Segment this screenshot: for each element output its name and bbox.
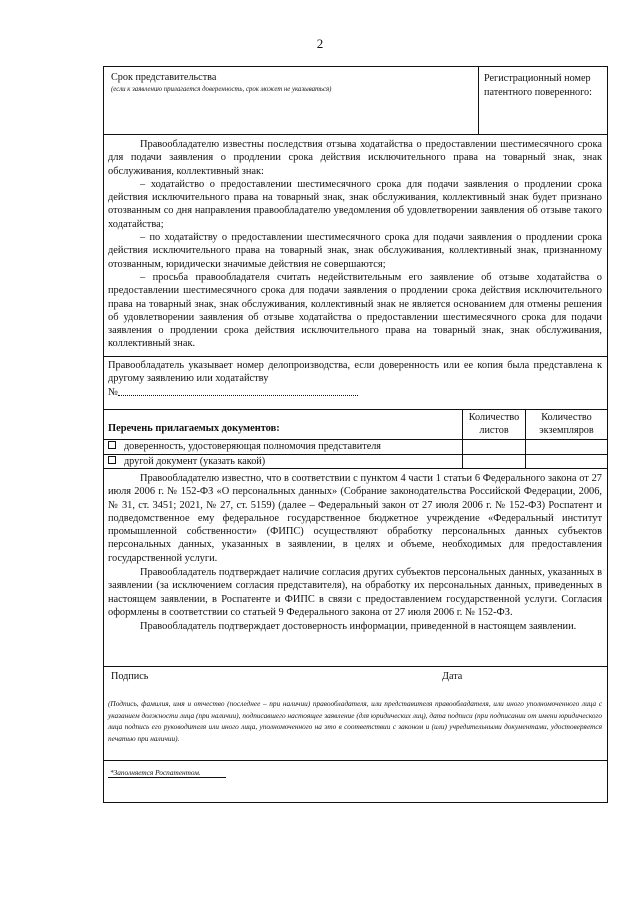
consequences-item-3: – просьба правообладателя считать недействительным его заявление об отзыве ходатайства о предоставлении шестимесячного срока для подачи заявления о продлении срока действия исключительного права на товарный знак, знак обслуживания, коллективный знак не является основанием для отмены решения об удовлетворении заявления об отзыве ходатайства о предоставлении шестимесячного срока для подачи заявления о продлении срока действия исключительного права на товарный знак, знак обслуживания, коллективный знак. [108, 271, 602, 350]
signature-note: (Подпись, фамилия, имя и отчество (последнее – при наличии) правообладателя, или представителя правообладателя, или иного уполномоченного лица с указанием должности лица (при наличии), подписавшего настоящее заявление (для юридических лиц), дата подписи (при подписании от имени юридического лица подпись его руководителя или иного лица, уполномоченного на это в соответствии с законом и (или) учредительными документами, удостоверяется печатью при наличии). [108, 699, 602, 743]
term-title: Срок представительства [111, 72, 217, 83]
case-number-text: Правообладатель указывает номер делопроизводства, если доверенность или ее копия была представлена к другому заявлению или ходатайству [108, 360, 602, 385]
reg-number-label: Регистрационный номер патентного поверенного: [484, 73, 592, 98]
divider-case-number [104, 409, 607, 410]
term-hint: (если к заявлению прилагается доверенность, срок может не указываться) [111, 86, 332, 93]
personal-data-p1: Правообладателю известно, что в соответствии с пунктом 4 части 1 статьи 6 Федерального закона от 27 июля 2006 г. № 152-ФЗ «О персональных данных» (Собрание законодательства Российской Федерации, 2006, № 31, ст. 3451; 2021, № 27, ст. 5159) (далее – Федеральный закон от 27 июля 2006 г. № 152-ФЗ) Роспатент и подведомственное ему федеральное государственное бюджетное учреждение «Федеральный институт промышленной собственности» (ФИПС) осуществляют обработку персональных данных субъектов персональных данных, указанных в заявлении, в целях и объеме, необходимых для предоставления государственной услуги. [108, 473, 602, 564]
document-row-1-label: доверенность, удостоверяющая полномочия представителя [124, 441, 381, 452]
case-number-block [108, 359, 602, 399]
col-copies-header: Количество экземпляров [539, 412, 594, 436]
term-column-divider [478, 67, 479, 134]
documents-row-divider [104, 454, 607, 455]
documents-title: Перечень прилагаемых документов: [108, 423, 280, 434]
case-number-field[interactable] [118, 386, 358, 396]
checkbox-power-of-attorney[interactable] [108, 441, 116, 449]
document-row-1[interactable] [108, 441, 458, 453]
col-sheets-header: Количество листов [468, 412, 520, 436]
page-number: 2 [316, 36, 324, 51]
divider-signature [104, 760, 607, 761]
divider-personal-data [104, 666, 607, 667]
document-row-2[interactable] [108, 456, 458, 468]
number-sign: № [108, 386, 118, 398]
application-form-page-2 [103, 66, 608, 803]
documents-header-divider [104, 439, 607, 440]
checkbox-other-document[interactable] [108, 456, 116, 464]
personal-data-block [108, 472, 602, 634]
divider-documents [104, 468, 607, 469]
consequences-intro: Правообладателю известны последствия отзыва ходатайства о предоставлении шестимесячного срока для подачи заявления о продлении срока действия исключительного права на товарный знак, знак обслуживания, коллективный знак: [108, 139, 602, 177]
divider-term [104, 134, 607, 135]
footnote-underline [108, 777, 226, 778]
consequences-item-1: – ходатайство о предоставлении шестимесячного срока для подачи заявления о продлении срока действия исключительного права на товарный знак, знак обслуживания, коллективный знак будет признано отозванным со дня направления правообладателю уведомления об удовлетворении заявления об отзыве такого ходатайства; [108, 178, 602, 230]
divider-consequences [104, 356, 607, 357]
personal-data-p3: Правообладатель подтверждает достоверность информации, приведенной в настоящем заявлении. [140, 621, 577, 633]
consequences-block [108, 138, 602, 351]
date-label: Дата [442, 671, 463, 682]
signature-label: Подпись [111, 671, 149, 682]
consequences-item-2: – по ходатайству о предоставлении шестимесячного срока для подачи заявления о продлении срока действия исключительного права на товарный знак, знак обслуживания, коллективный знак, признанному отозванным, юридически значимые действия не совершаются; [108, 232, 602, 270]
footnote: *Заполняется Роспатентом. [110, 768, 201, 777]
personal-data-p2: Правообладатель подтверждает наличие согласия других субъектов персональных данных, указанных в заявлении (за исключением согласия представителя), на обработку их персональных данных, приведенных в настоящем заявлении, в Роспатенте и ФИПС в связи с предоставлением государственной услуги. Согласия оформлены в соответствии со статьей 9 Федерального закона от 27 июля 2006 г. № 152-ФЗ. [108, 567, 602, 618]
document-row-2-label: другой документ (указать какой) [124, 456, 266, 467]
